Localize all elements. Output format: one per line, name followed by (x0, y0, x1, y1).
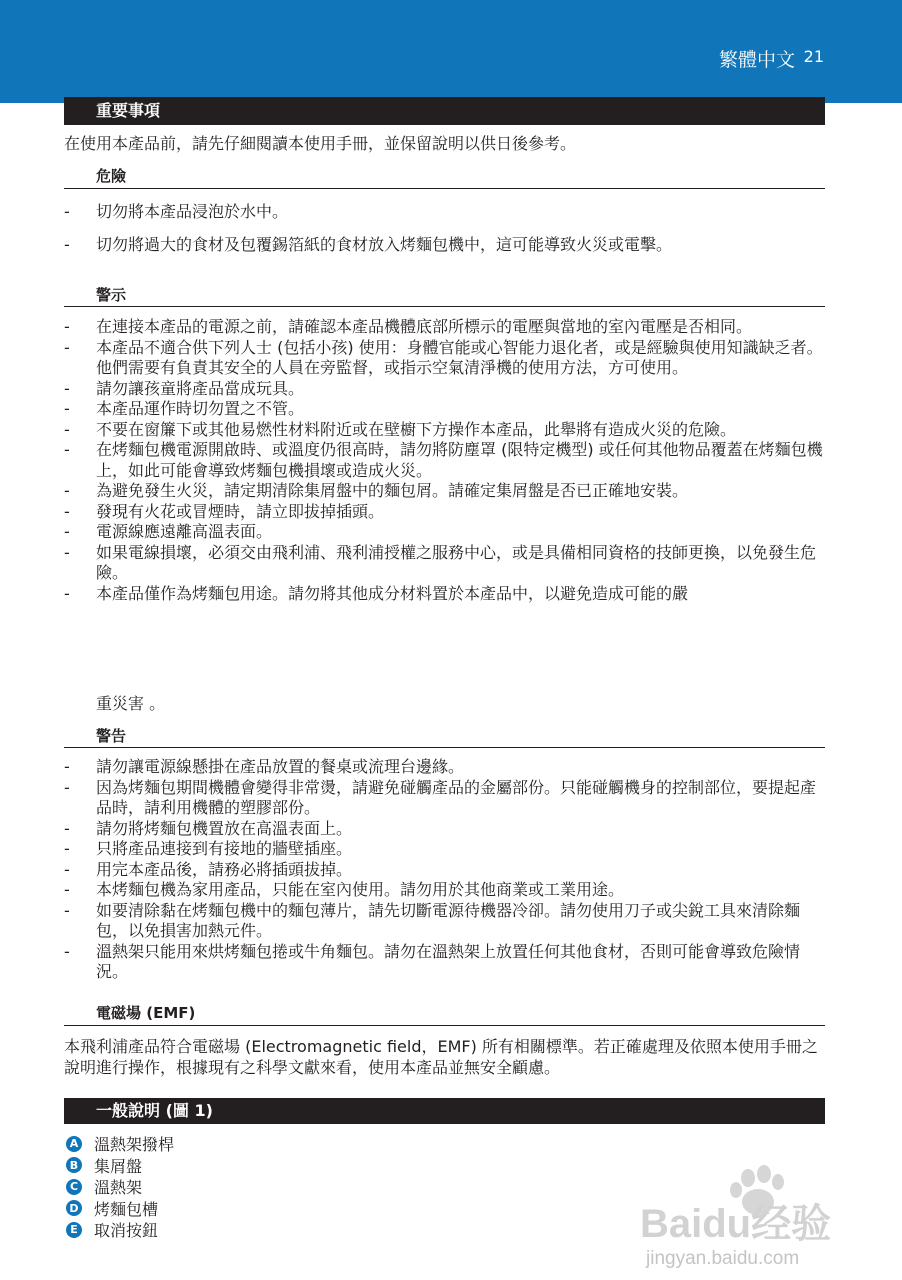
warning-heading: 警示 (64, 285, 825, 307)
list-item: - 本產品僅作為烤麵包用途。請勿將其他成分材料置於本產品中，以避免造成可能的嚴 (64, 584, 826, 605)
part-letter-icon: E (66, 1222, 82, 1238)
section-header-general: 一般說明 (圖 1) (64, 1098, 825, 1124)
part-label: 烤麵包槽 (94, 1199, 159, 1219)
list-item: - 切勿將本產品浸泡於水中。 (64, 201, 826, 222)
section-header-important: 重要事項 (64, 97, 825, 125)
part-label: 集屑盤 (94, 1156, 143, 1176)
list-item: - 在烤麵包機電源開啟時、或溫度仍很高時，請勿將防塵罩 (限特定機型) 或任何其他物品覆蓋在烤麵包機上，如此可能會導致烤麵包機損壞或造成火災。 (64, 440, 826, 481)
part-label: 取消按鈕 (94, 1221, 159, 1241)
list-item: - 切勿將過大的食材及包覆錫箔紙的食材放入烤麵包機中，這可能導致火災或電擊。 (64, 234, 826, 255)
language-label: 繁體中文 (718, 49, 795, 71)
list-item: - 不要在窗簾下或其他易燃性材料附近或在壁櫥下方操作本產品，此舉將有造成火災的危險。 (64, 420, 826, 441)
list-item: - 如要清除黏在烤麵包機中的麵包薄片，請先切斷電源待機器冷卻。請勿使用刀子或尖銳工具來清除麵包，以免損害加熱元件。 (64, 901, 826, 942)
emf-heading: 電磁場 (EMF) (64, 1003, 825, 1026)
warning-list (64, 317, 826, 604)
list-item: - 請勿讓孩童將產品當成玩具。 (64, 379, 826, 400)
danger-heading: 危險 (64, 166, 825, 189)
list-item: - 本產品運作時切勿置之不管。 (64, 399, 826, 420)
list-item: - 用完本產品後，請務必將插頭拔掉。 (64, 860, 826, 881)
part-letter-icon: C (66, 1179, 82, 1195)
header-bar (0, 0, 902, 103)
part-item (66, 1198, 174, 1220)
caution-list (64, 757, 826, 983)
part-item (66, 1133, 174, 1155)
list-item: - 溫熱架只能用來烘烤麵包捲或牛角麵包。請勿在溫熱架上放置任何其他食材，否則可能會導致危險情況。 (64, 942, 826, 983)
list-item: - 為避免發生火災，請定期清除集屑盤中的麵包屑。請確定集屑盤是否已正確地安裝。 (64, 481, 826, 502)
list-item: - 電源線應遠離高溫表面。 (64, 522, 826, 543)
part-item (66, 1219, 174, 1241)
page-number: 21 (803, 47, 824, 66)
list-item: - 在連接本產品的電源之前，請確認本產品機體底部所標示的電壓與當地的室內電壓是否相同。 (64, 317, 826, 338)
watermark-logo-text: Baidu经验 (640, 1202, 832, 1246)
list-item: - 請勿將烤麵包機置放在高溫表面上。 (64, 819, 826, 840)
part-letter-icon: D (66, 1200, 82, 1216)
list-item: - 如果電線損壞，必須交由飛利浦、飛利浦授權之服務中心，或是具備相同資格的技師更換，以免發生危險。 (64, 543, 826, 584)
parts-list (66, 1133, 174, 1241)
part-letter-icon: B (66, 1157, 82, 1173)
list-item: - 只將產品連接到有接地的牆壁插座。 (64, 839, 826, 860)
part-item (66, 1176, 174, 1198)
part-label: 溫熱架 (94, 1178, 143, 1198)
danger-list (64, 201, 826, 267)
list-item: - 本烤麵包機為家用產品，只能在室內使用。請勿用於其他商業或工業用途。 (64, 880, 826, 901)
list-item: - 發現有火花或冒煙時，請立即拔掉插頭。 (64, 502, 826, 523)
list-item: - 本產品不適合供下列人士 (包括小孩) 使用：身體官能或心智能力退化者，或是經驗與使用知識缺乏者。他們需要有負責其安全的人員在旁監督，或指示空氣清淨機的使用方法，方可使用。 (64, 338, 826, 379)
intro-text: 在使用本產品前，請先仔細閱讀本使用手冊，並保留說明以供日後參考。 (64, 134, 577, 153)
part-label: 溫熱架撥桿 (94, 1135, 175, 1155)
list-item: - 請勿讓電源線懸掛在產品放置的餐桌或流理台邊緣。 (64, 757, 826, 778)
caution-heading: 警告 (64, 726, 825, 748)
part-item (66, 1155, 174, 1177)
list-item: - 因為烤麵包期間機體會變得非常燙，請避免碰觸產品的金屬部份。只能碰觸機身的控制部位，要提起產品時，請利用機體的塑膠部份。 (64, 778, 826, 819)
watermark-url: jingyan.baidu.com (646, 1248, 800, 1269)
part-letter-icon: A (66, 1136, 82, 1152)
baidu-watermark (640, 1160, 850, 1270)
emf-text: 本飛利浦產品符合電磁場 (Electromagnetic field，EMF) 所有相關標準。若正確處理及依照本使用手冊之說明進行操作，根據現有之科學文獻來看，使用本產品並無安全顧慮。 (64, 1037, 818, 1077)
warning-trailing-text: 重災害 。 (96, 694, 166, 713)
